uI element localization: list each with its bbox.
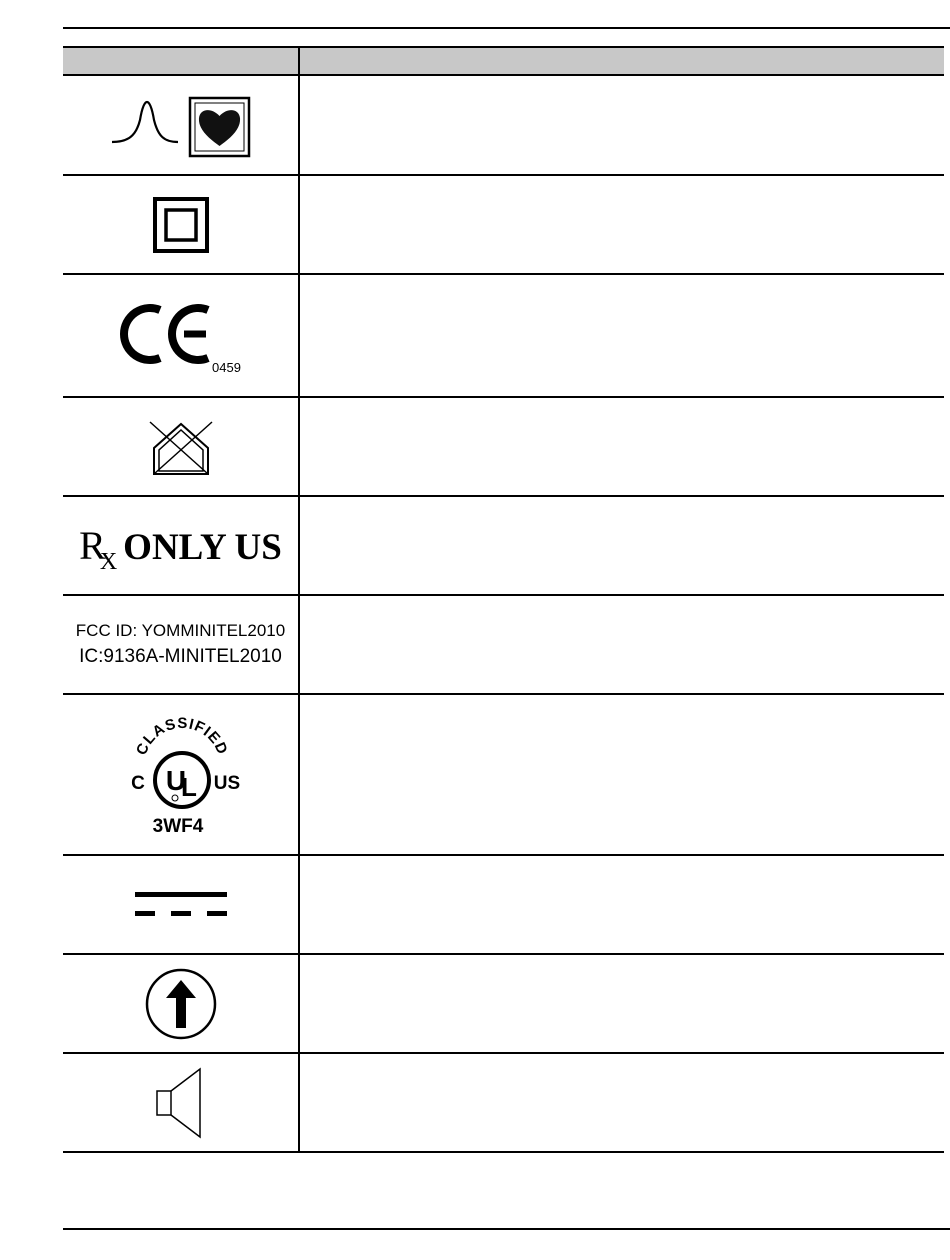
description-column-header — [299, 47, 944, 75]
description-cell — [299, 595, 944, 694]
table-row — [63, 397, 944, 496]
ul-classified-mark-icon — [116, 710, 246, 840]
table-row — [63, 75, 944, 175]
description-cell — [299, 1053, 944, 1152]
description-cell — [299, 496, 944, 595]
symbol-cell — [63, 855, 299, 954]
symbols-table — [63, 46, 944, 1153]
svg-text:L: L — [180, 771, 197, 802]
up-arrow-circle-icon — [136, 966, 226, 1042]
ce-mark-icon — [116, 296, 246, 376]
ul-classified-text: CLASSIFIED — [132, 714, 231, 758]
description-cell — [299, 954, 944, 1053]
direct-current-icon — [133, 890, 229, 920]
table-row — [63, 855, 944, 954]
description-cell — [299, 397, 944, 496]
symbol-cell — [63, 175, 299, 274]
top-rule — [63, 27, 950, 29]
symbol-column-header — [63, 47, 299, 75]
ic-id-text: IC:9136A-MINITEL2010 — [79, 645, 282, 667]
table-header-row — [63, 47, 944, 75]
ul-code-text: 3WF4 — [152, 815, 203, 837]
rx-only-text: ONLY US — [123, 527, 282, 568]
symbol-cell — [63, 1053, 299, 1152]
description-cell — [299, 855, 944, 954]
description-cell — [299, 274, 944, 397]
symbol-cell — [63, 75, 299, 175]
symbol-cell — [63, 595, 299, 694]
svg-text:U: U — [165, 764, 186, 796]
defib-proof-type-bf-icon — [106, 90, 256, 160]
table-row — [63, 1053, 944, 1152]
symbol-cell — [63, 397, 299, 496]
symbol-cell — [63, 496, 299, 595]
table-row — [63, 496, 944, 595]
indoor-use-only-icon — [146, 416, 216, 478]
table-row — [63, 954, 944, 1053]
ul-c-text: C — [130, 772, 145, 794]
rx-only-icon: $R_X$ ONLY US — [79, 523, 282, 575]
table-row — [63, 175, 944, 274]
fcc-id-text: FCC ID: YOMMINITEL2010 — [75, 620, 286, 640]
symbol-cell — [63, 954, 299, 1053]
bottom-rule — [63, 1228, 950, 1230]
table-row — [63, 694, 944, 855]
description-cell — [299, 694, 944, 855]
description-cell — [299, 75, 944, 175]
symbol-cell — [63, 694, 299, 855]
table-row — [63, 595, 944, 694]
table-row — [63, 274, 944, 397]
speaker-icon — [151, 1063, 211, 1143]
class-ii-equipment-icon — [151, 195, 211, 255]
symbol-cell — [63, 274, 299, 397]
description-cell — [299, 175, 944, 274]
ce-number: 0459 — [211, 359, 241, 375]
ul-us-text: US — [213, 772, 240, 794]
